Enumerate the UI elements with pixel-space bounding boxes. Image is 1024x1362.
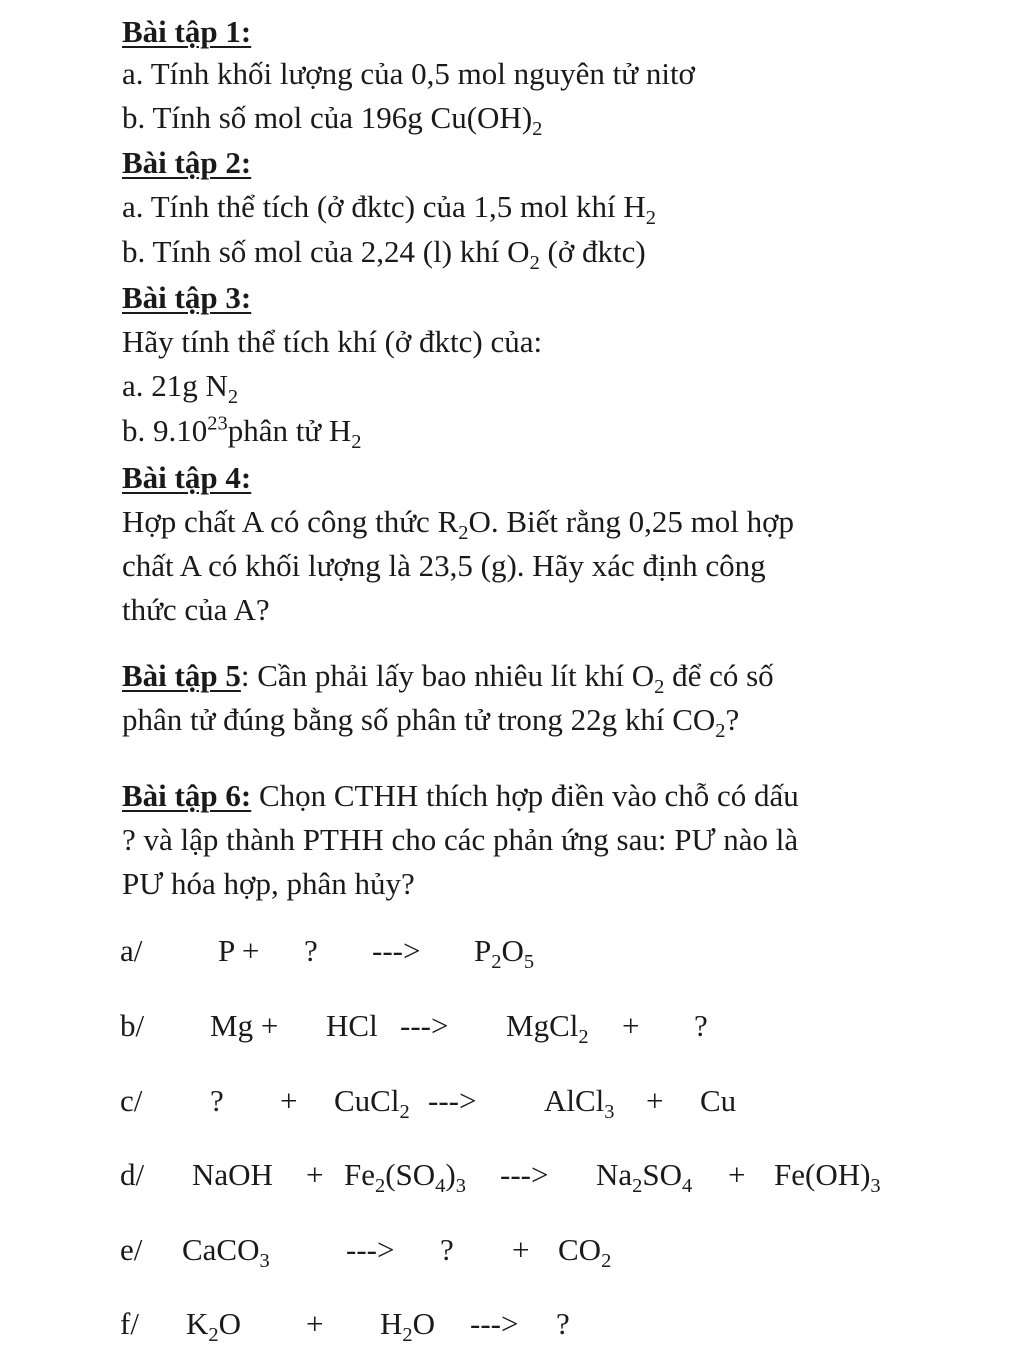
equation-c-arrow: ---> [428,1083,477,1118]
exercise-3-part-b: b. 9.10$^{23}$phân tử $H_2$ [122,412,362,454]
exercise-3-intro: Hãy tính thể tích khí (ở đktc) của: [122,324,543,359]
exercise-1-title: Bài tập 1: [122,14,252,49]
exercise-2-part-a: a. Tính thể tích (ở đktc) của 1,5 mol khí $H_2$ [122,189,656,230]
equation-d-product-1: $Na_2SO_4$ [596,1157,693,1198]
equation-c-product-2: Cu [700,1083,737,1118]
exercise-2-title: Bài tập 2: [122,145,252,180]
equation-a-product: $P_2O_5$ [474,933,535,974]
exercise-5-line-2: phân tử đúng bằng số phân tử trong 22g khí $CO_2$? [122,702,740,743]
equation-d-plus-1: + [306,1157,324,1192]
exercise-1-part-b: b. Tính số mol của 196g $Cu(OH)_2$ [122,100,543,141]
equation-d-arrow: ---> [500,1157,549,1192]
equation-e-arrow: ---> [346,1232,395,1267]
equation-b-product-2: ? [694,1008,708,1043]
equation-f-plus: + [306,1306,324,1341]
equation-d-label: d/ [120,1157,145,1192]
equation-c-product-1: AlCl$_3$ [544,1083,615,1124]
equation-e-plus: + [512,1232,530,1267]
equation-c-reactant-2: CuCl$_2$ [334,1083,410,1124]
exercise-2-part-b: b. Tính số mol của 2,24 (l) khí $O_2$ (ở đktc) [122,234,646,275]
exercise-3-title: Bài tập 3: [122,280,252,315]
equation-d-reactant-2: $Fe_2(SO_4)_3$ [344,1157,466,1198]
equation-b-product-1: MgCl$_2$ [506,1008,589,1049]
equation-a-arrow: ---> [372,933,421,968]
equation-d-product-2: $Fe(OH)_3$ [774,1157,881,1198]
equation-a-reactant-2: ? [304,933,318,968]
exercise-6-line-3: PƯ hóa hợp, phân hủy? [122,866,415,901]
equation-b-label: b/ [120,1008,145,1043]
exercise-4-title: Bài tập 4: [122,460,252,495]
equation-e-product-1: ? [440,1232,454,1267]
equation-c-plus-1: + [280,1083,298,1118]
equation-d-reactant-1: NaOH [192,1157,273,1192]
equation-f-reactant-1: $K_2O$ [186,1306,241,1347]
equation-e-reactant-1: CaCO$_3$ [182,1232,270,1273]
exercise-4-line-2: chất A có khối lượng là 23,5 (g). Hãy xác định công [122,548,766,583]
equation-f-reactant-2: $H_2O$ [380,1306,435,1347]
exercise-6-title: Bài tập 6: [122,778,252,813]
equation-b-arrow: ---> [400,1008,449,1043]
equation-e-label: e/ [120,1232,143,1267]
equation-b-reactant-2: HCl [326,1008,378,1043]
equation-c-label: c/ [120,1083,143,1118]
equation-f-label: f/ [120,1306,139,1341]
exercise-5-title: Bài tập 5 [122,658,241,693]
equation-b-reactant-1: Mg + [210,1008,279,1043]
equation-c-plus-2: + [646,1083,664,1118]
equation-f-arrow: ---> [470,1306,519,1341]
exercise-6-line-2: ? và lập thành PTHH cho các phản ứng sau: PƯ nào là [122,822,799,857]
exercise-4-line-1: Hợp chất A có công thức $R_2O$. Biết rằng 0,25 mol hợp [122,504,794,545]
equation-b-plus: + [622,1008,640,1043]
exercise-3-part-a: a. 21g $N_2$ [122,368,239,409]
equation-a-reactant-1: P + [218,933,260,968]
equation-e-product-2: $CO_2$ [558,1232,612,1273]
exercise-6-line-1: Bài tập 6: Chọn CTHH thích hợp điền vào chỗ có dấu [122,778,799,813]
exercise-5-line-1: Bài tập 5: Cần phải lấy bao nhiêu lít khí $O_2$ để có số [122,658,774,699]
equation-a-label: a/ [120,933,143,968]
equation-c-reactant-1: ? [210,1083,224,1118]
equation-d-plus-2: + [728,1157,746,1192]
exercise-4-line-3: thức của A? [122,592,270,627]
exercise-1-part-a: a. Tính khối lượng của 0,5 mol nguyên tử nitơ [122,56,695,91]
equation-f-product: ? [556,1306,570,1341]
